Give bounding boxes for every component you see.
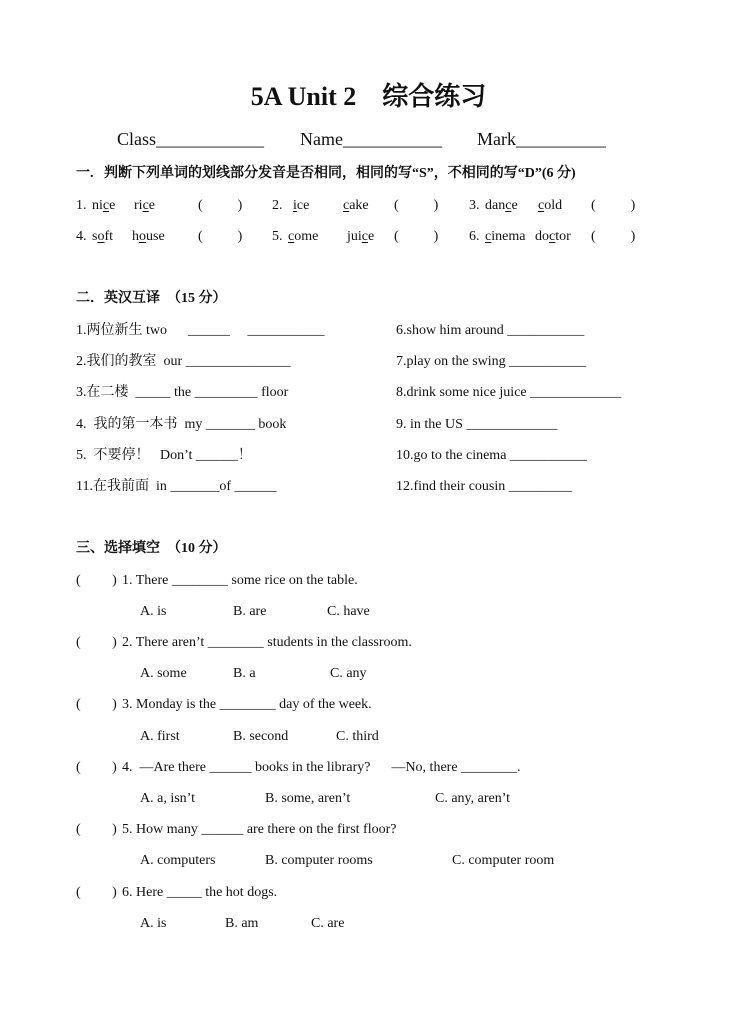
s1-item-number: 3. (469, 198, 480, 213)
s1-word-1: cinema (485, 229, 526, 244)
option-b: B. am (225, 916, 259, 931)
answer-bracket[interactable]: ( ) (76, 573, 117, 588)
answer-bracket[interactable]: ( ) (76, 697, 117, 712)
translation-item: 10.go to the cinema ___________ (396, 448, 587, 463)
s1-word-2: doctor (535, 229, 571, 244)
s1-word-1: come (288, 229, 319, 244)
option-a: A. is (140, 604, 167, 619)
translation-item: 4. 我的第一本书 my _______ book (76, 417, 287, 432)
translation-item: 11.在我前面 in _______of ______ (76, 479, 277, 494)
s1-word-2: rice (134, 198, 155, 213)
s1-word-1: nice (92, 198, 116, 213)
s1-answer-bracket[interactable]: ( ) (198, 198, 243, 213)
s1-word-1: dance (485, 198, 518, 213)
section2-heading: 二．英汉互译 （15 分） (76, 291, 227, 306)
question-text: 5. How many ______ are there on the first floor? (122, 822, 397, 837)
s1-item-number: 5. (272, 229, 283, 244)
option-b: B. some, aren’t (265, 791, 351, 806)
answer-bracket[interactable]: ( ) (76, 635, 117, 650)
option-c: C. any (330, 666, 367, 681)
option-c: C. are (311, 916, 345, 931)
section3-heading: 三、选择填空 （10 分） (76, 541, 227, 556)
name-field: Name___________ (300, 129, 442, 149)
option-a: A. first (140, 729, 180, 744)
class-field: Class____________ (117, 129, 265, 149)
s1-answer-bracket[interactable]: ( ) (394, 198, 439, 213)
question-text: 4. —Are there ______ books in the library? —No, there ________. (122, 760, 521, 775)
translation-item: 3.在二楼 _____ the _________ floor (76, 385, 289, 400)
option-c: C. have (327, 604, 370, 619)
option-a: A. some (140, 666, 187, 681)
s1-item-number: 6. (469, 229, 480, 244)
option-a: A. computers (140, 853, 216, 868)
mark-field: Mark__________ (477, 129, 606, 149)
s1-word-2: cold (538, 198, 563, 213)
question-text: 1. There ________ some rice on the table. (122, 573, 358, 588)
s1-item-number: 4. (76, 229, 87, 244)
option-c: C. computer room (452, 853, 555, 868)
option-c: C. third (336, 729, 379, 744)
option-a: A. a, isn’t (140, 791, 195, 806)
section1-heading: 一. 判断下列单词的划线部分发音是否相同，相同的写“S”，不相同的写“D”(6 分) (76, 166, 576, 181)
translation-item: 5. 不要停！ Don’t ______！ (76, 448, 252, 463)
s1-word-2: house (132, 229, 165, 244)
s1-answer-bracket[interactable]: ( ) (591, 229, 636, 244)
s1-answer-bracket[interactable]: ( ) (394, 229, 439, 244)
translation-item: 12.find their cousin _________ (396, 479, 572, 494)
answer-bracket[interactable]: ( ) (76, 822, 117, 837)
s1-word-2: cake (343, 198, 369, 213)
option-b: B. second (233, 729, 289, 744)
translation-item: 8.drink some nice juice _____________ (396, 385, 622, 400)
page-title: 5A Unit 2 综合练习 (250, 82, 487, 111)
translation-item: 9. in the US _____________ (396, 417, 558, 432)
s1-item-number: 1. (76, 198, 87, 213)
question-text: 2. There aren’t ________ students in the classroom. (122, 635, 412, 650)
answer-bracket[interactable]: ( ) (76, 885, 117, 900)
translation-item: 2.我们的教室 our _______________ (76, 354, 291, 369)
option-c: C. any, aren’t (435, 791, 511, 806)
option-a: A. is (140, 916, 167, 931)
s1-word-2: juice (347, 229, 375, 244)
s1-item-number: 2. (272, 198, 283, 213)
translation-item: 7.play on the swing ___________ (396, 354, 587, 369)
question-text: 3. Monday is the ________ day of the week. (122, 697, 372, 712)
s1-answer-bracket[interactable]: ( ) (198, 229, 243, 244)
s1-answer-bracket[interactable]: ( ) (591, 198, 636, 213)
option-b: B. a (233, 666, 256, 681)
answer-bracket[interactable]: ( ) (76, 760, 117, 775)
option-b: B. are (233, 604, 267, 619)
s1-word-1: ice (293, 198, 310, 213)
translation-item: 6.show him around ___________ (396, 323, 585, 338)
translation-item: 1.两位新生 two ______ ___________ (76, 323, 325, 338)
question-text: 6. Here _____ the hot dogs. (122, 885, 278, 900)
s1-word-1: soft (92, 229, 114, 244)
option-b: B. computer rooms (265, 853, 373, 868)
